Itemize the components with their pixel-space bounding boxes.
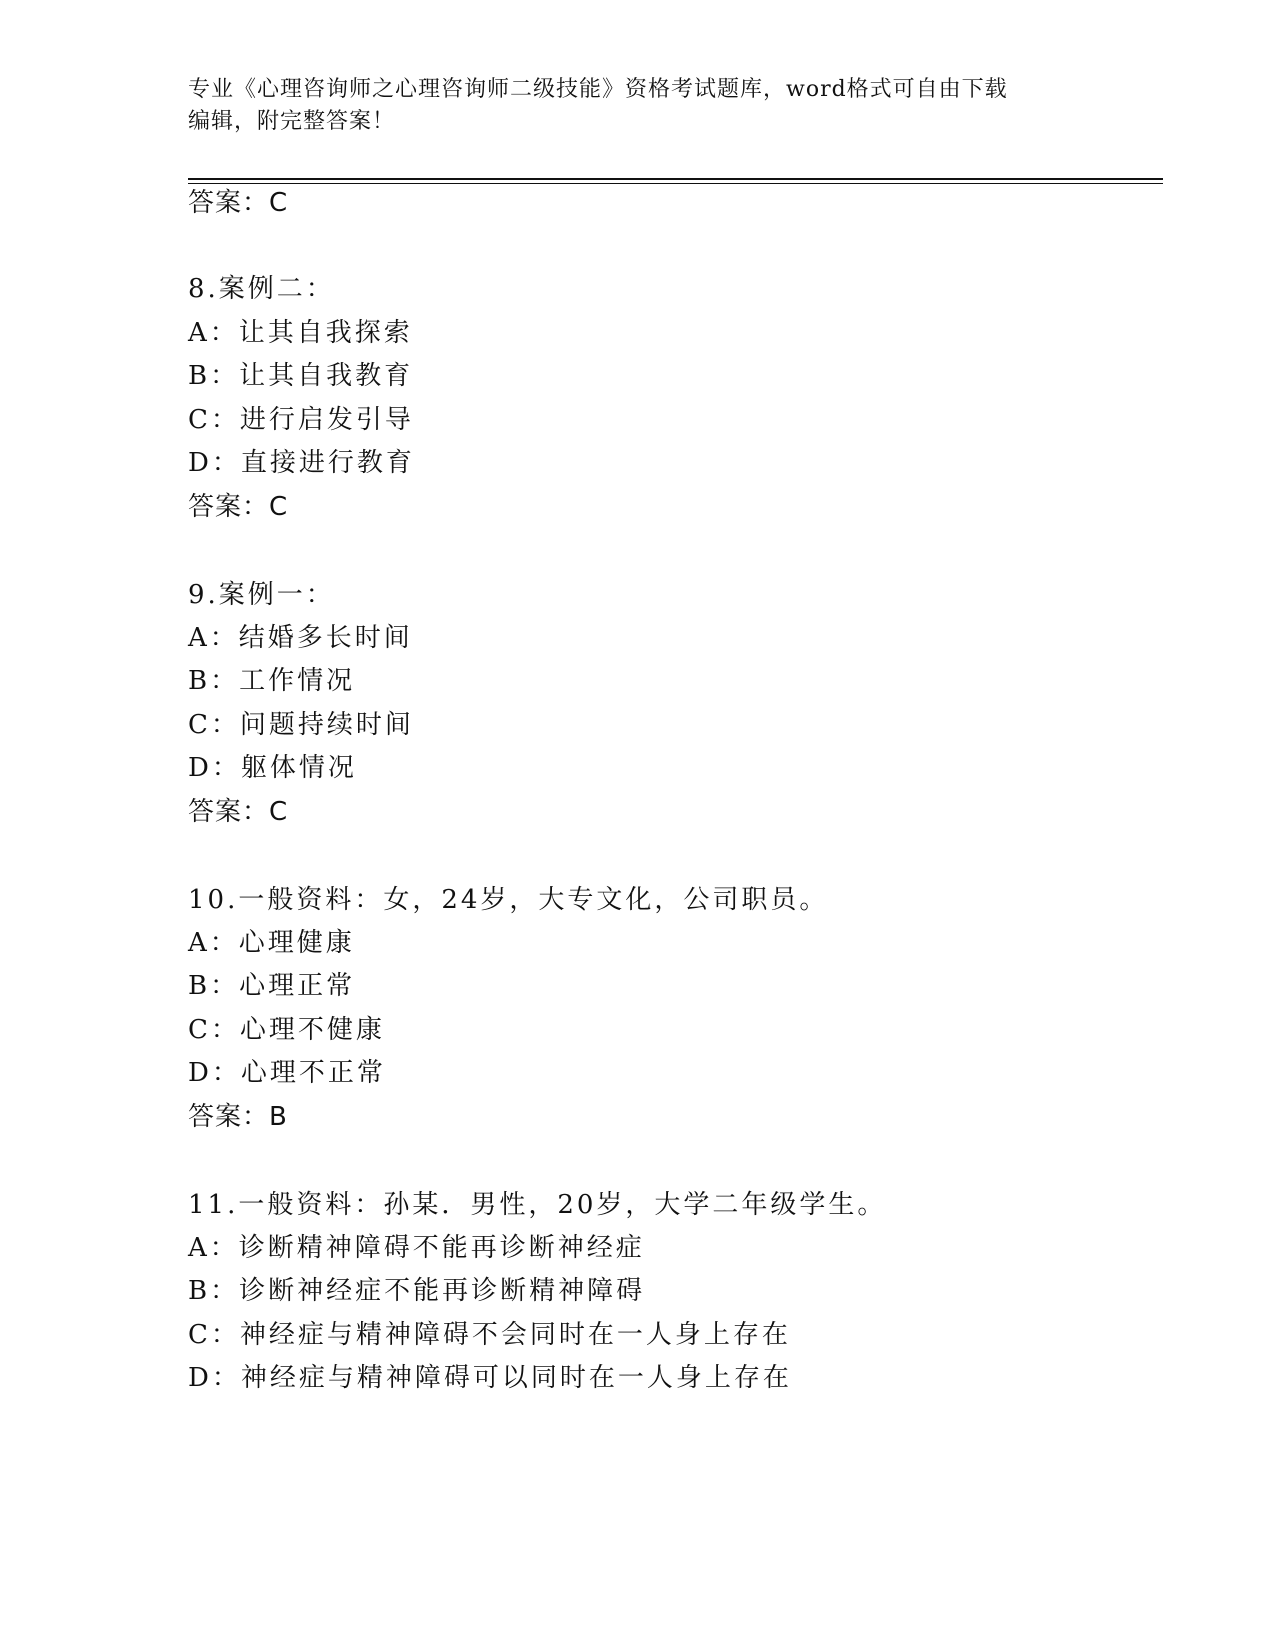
question-11-option-c: C：神经症与精神障碍不会同时在一人身上存在 (188, 1320, 791, 1350)
question-8-answer: 答案：C (188, 492, 289, 522)
question-10-option-b: B：心理正常 (188, 971, 356, 1001)
header-divider-thin (188, 183, 1163, 184)
question-8-option-c: C：进行启发引导 (188, 405, 414, 435)
question-8-option-d: D：直接进行教育 (188, 448, 415, 478)
question-10-stem: 10.一般资料：女，24岁，大专文化，公司职员。 (188, 885, 829, 915)
question-11-option-d: D：神经症与精神障碍可以同时在一人身上存在 (188, 1363, 792, 1393)
question-9-option-c: C：问题持续时间 (188, 710, 414, 740)
question-8-option-b: B：让其自我教育 (188, 361, 414, 391)
header-divider-thick (188, 178, 1163, 180)
header-line-2: 编辑，附完整答案！ (188, 109, 396, 134)
question-10-option-c: C：心理不健康 (188, 1015, 385, 1045)
question-10-option-a: A：心理健康 (188, 928, 355, 958)
question-10-option-d: D：心理不正常 (188, 1058, 386, 1088)
question-8-option-a: A：让其自我探索 (188, 318, 413, 348)
question-11-option-b: B：诊断神经症不能再诊断精神障碍 (188, 1276, 646, 1306)
question-9-option-d: D：躯体情况 (188, 753, 357, 783)
question-10-answer: 答案：B (188, 1102, 288, 1132)
question-9-option-b: B：工作情况 (188, 666, 356, 696)
question-9-option-a: A：结婚多长时间 (188, 623, 413, 653)
previous-answer: 答案：C (188, 188, 289, 218)
question-8-stem: 8.案例二： (188, 274, 335, 304)
header-line-1: 专业《心理咨询师之心理咨询师二级技能》资格考试题库，word格式可自由下载 (188, 77, 1008, 102)
question-9-stem: 9.案例一： (188, 580, 335, 610)
question-9-answer: 答案：C (188, 797, 289, 827)
document-header (188, 74, 1088, 138)
question-11-option-a: A：诊断精神障碍不能再诊断神经症 (188, 1233, 645, 1263)
question-11-stem: 11.一般资料：孙某．男性，20岁，大学二年级学生。 (188, 1190, 887, 1220)
